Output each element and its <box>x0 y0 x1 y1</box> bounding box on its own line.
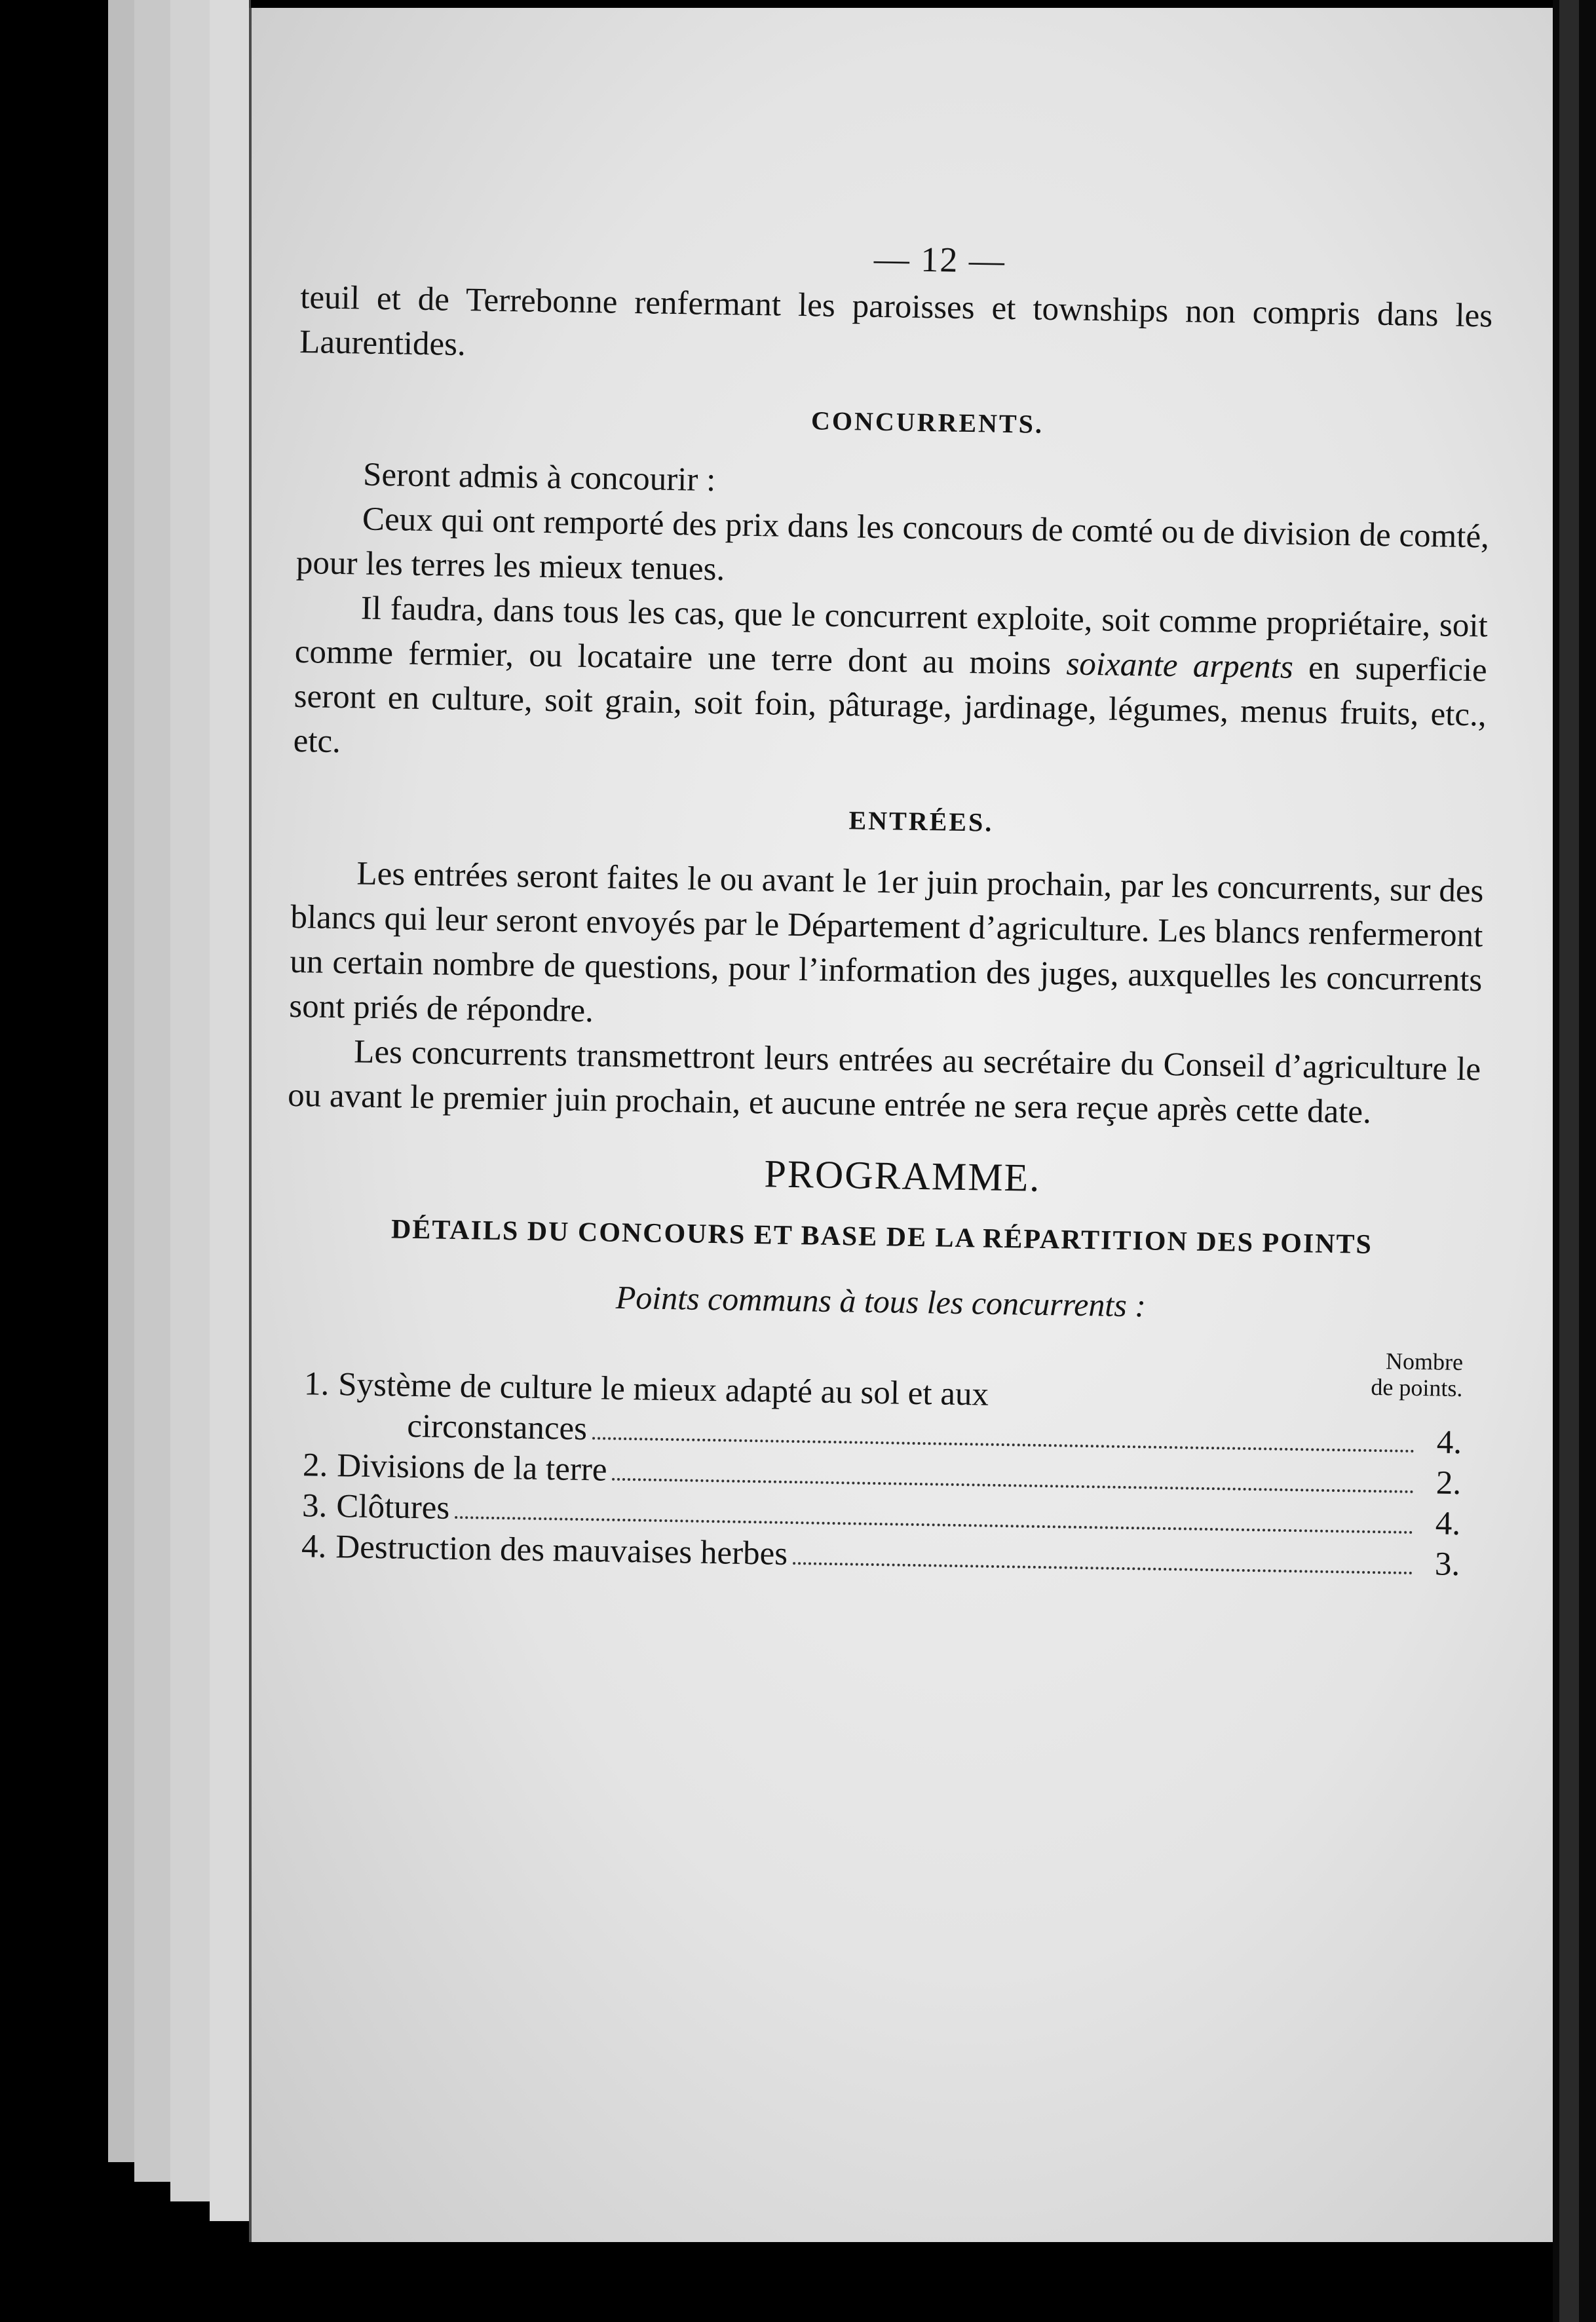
page-number: — 12 — <box>873 238 1006 280</box>
item-points: 4. <box>1435 1505 1461 1543</box>
column-header-line: de points. <box>1371 1373 1463 1402</box>
intro-paragraph: teuil et de Terrebonne renfermant les paroisses et townships non compris dans les Laurentides. <box>299 278 1493 363</box>
text-run: Il faudra, dans tous les cas, que le concurrent exploite, soit comme propriétaire, soit comme fermier, ou locataire une terre dont au moins <box>294 590 1489 683</box>
item-number: 1. <box>303 1365 330 1403</box>
page-edge <box>134 0 172 2182</box>
entrees-paragraph-1: Les entrées seront faites le ou avant le 1er juin prochain, par les concurrents, sur des blancs qui leur seront envoyés par le Département d’agriculture. Les blancs renfermeront un certain nombre de questions, pour l’information des juges, auxquelles les concurrents sont priés de répondre. <box>288 855 1484 1030</box>
item-number: 2. <box>302 1447 328 1484</box>
item-points: 3. <box>1434 1546 1460 1584</box>
programme-title: PROGRAMME. <box>764 1152 1041 1200</box>
item-points: 2. <box>1435 1464 1462 1502</box>
dot-leader <box>793 1562 1413 1574</box>
text-run: en superficie seront en culture, soit grain, soit foin, pâturage, jardinage, légumes, menus fruits, etc., etc. <box>293 649 1488 761</box>
entrees-paragraph-2: Les concurrents transmettront leurs entrées au secrétaire du Conseil d’agriculture le ou avant le premier juin prochain, et aucune entrée ne sera reçue après cette date. <box>287 1033 1481 1131</box>
item-number: 4. <box>301 1528 327 1565</box>
concurrents-paragraph-1: Ceux qui ont remporté des prix dans les concours de comté ou de division de comté, pour les terres les mieux tenues. <box>295 501 1490 588</box>
section-heading-entrees: ENTRÉES. <box>848 805 994 837</box>
item-label: circonstances <box>406 1407 588 1448</box>
item-label: Divisions de la terre <box>336 1447 607 1489</box>
dot-leader <box>592 1437 1415 1453</box>
column-header-line: Nombre <box>1385 1348 1464 1376</box>
details-title: DÉTAILS DU CONCOURS ET BASE DE LA RÉPARTITION DES POINTS <box>390 1214 1373 1260</box>
dot-leader <box>612 1478 1414 1493</box>
section-heading-concurrents: CONCURRENTS. <box>810 406 1044 439</box>
page-edge <box>170 0 212 2201</box>
item-label: Destruction des mauvaises herbes <box>335 1529 788 1572</box>
page-content <box>280 229 1494 1585</box>
concurrents-lead: Seront admis à concourir : <box>362 456 716 499</box>
italic-text: soixante arpents <box>1066 645 1294 686</box>
points-subheading: Points communs à tous les concurrents : <box>615 1278 1147 1324</box>
item-label: Clôtures <box>335 1488 450 1527</box>
page-edge <box>210 0 251 2221</box>
concurrents-paragraph-2 <box>293 585 1488 782</box>
item-label: Système de culture le mieux adapté au sol et aux <box>337 1366 989 1413</box>
item-points: 4. <box>1436 1424 1462 1462</box>
page-edge <box>108 0 136 2162</box>
scan-border <box>1553 0 1596 2322</box>
item-number: 3. <box>301 1487 328 1525</box>
